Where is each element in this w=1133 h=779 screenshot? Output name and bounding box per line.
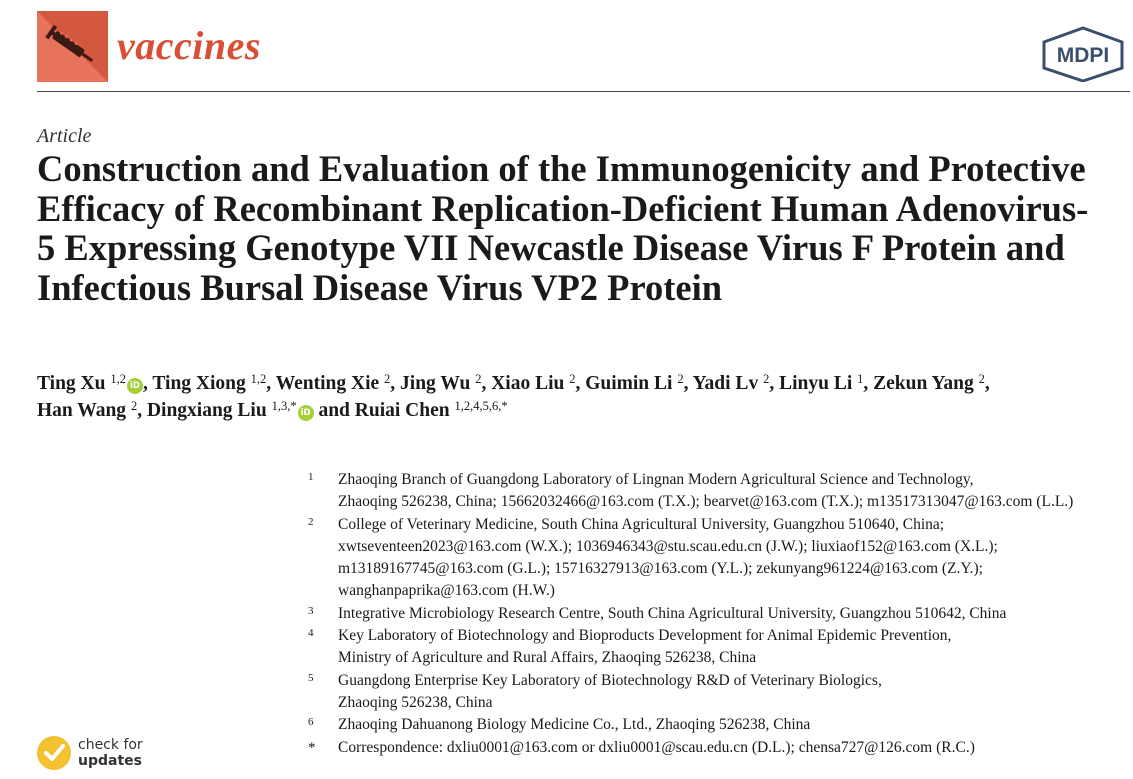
article-type: Article <box>37 125 92 147</box>
author-affiliation: 1,3,* <box>271 399 297 413</box>
affiliation-line: Zhaoqing 526238, China; 15662032466@163.com (T.X.); bearvet@163.com (T.X.); m13517313047@163.com (L.L.) <box>338 493 1074 511</box>
header-divider <box>37 91 1130 92</box>
affiliation-line: m13189167745@163.com (G.L.); 15716327913@163.com (Y.L.); zekunyang961224@163.com (Z.Y.); <box>338 560 983 578</box>
affiliation-number: 4 <box>308 627 314 640</box>
affiliation-line: Zhaoqing 526238, China <box>338 693 493 711</box>
author-name[interactable]: Jing Wu <box>400 373 476 394</box>
author-name[interactable]: Ting Xu <box>37 373 111 394</box>
syringe-icon <box>37 11 108 82</box>
mdpi-logo-text: MDPI <box>1056 44 1110 67</box>
affiliations <box>308 469 1133 759</box>
affiliation-line: wanghanpaprika@163.com (H.W.) <box>338 582 555 600</box>
author-separator: , <box>769 373 780 394</box>
orcid-icon[interactable]: iD <box>127 378 143 394</box>
author-affiliation: 2 <box>384 372 391 386</box>
affiliation-item <box>308 737 1133 759</box>
author-name[interactable]: Zekun Yang <box>873 373 979 394</box>
check-icon <box>37 736 71 770</box>
affiliation-item <box>308 670 1133 715</box>
author-affiliation: 2 <box>569 372 576 386</box>
author-affiliation: 1,2,4,5,6,* <box>454 399 508 413</box>
author-name[interactable]: Guimin Li <box>585 373 678 394</box>
author-affiliation: 1 <box>857 372 864 386</box>
author-separator: , <box>863 373 874 394</box>
author-name[interactable]: Ruiai Chen <box>354 400 455 421</box>
affiliation-item <box>308 514 1133 603</box>
affiliation-line: College of Veterinary Medicine, South China Agricultural University, Guangzhou 510640, China; <box>338 515 945 533</box>
affiliation-line: Guangdong Enterprise Key Laboratory of Biotechnology R&D of Veterinary Biologics, <box>338 671 882 689</box>
affiliation-number: 2 <box>308 515 314 528</box>
author-separator: , <box>683 373 693 394</box>
affiliation-line: Ministry of Agriculture and Rural Affairs, Zhaoqing 526238, China <box>338 649 757 667</box>
mdpi-logo[interactable] <box>1040 26 1126 82</box>
affiliation-number: 1 <box>308 471 314 483</box>
check-label: check for <box>78 737 143 753</box>
author-separator: , <box>142 373 153 394</box>
affiliation-line: Integrative Microbiology Research Centre, South China Agricultural University, Guangzhou 510642, China <box>338 604 1007 622</box>
affiliation-number: 5 <box>308 671 314 684</box>
article-title: Construction and Evaluation of the Immunogenicity and Protective Efficacy of Recombinant Replication-Deficient Human Adenovirus-5 Expressing Genotype VII Newcastle Disease Virus F Protein and Infectious Bursal Disease Virus VP2 Protein <box>37 148 1089 308</box>
author-affiliation: 2 <box>677 372 684 386</box>
check-for-updates-badge[interactable] <box>37 733 152 773</box>
affiliation-number: 3 <box>308 604 314 617</box>
author-separator: , <box>390 373 401 394</box>
affiliation-line: Zhaoqing Dahuanong Biology Medicine Co., Ltd., Zhaoqing 526238, China <box>338 716 811 734</box>
affiliation-item <box>308 469 1133 514</box>
author-separator: and <box>313 400 355 421</box>
author-name[interactable]: Han Wang <box>37 400 131 421</box>
author-list <box>37 370 1127 424</box>
author-separator: , <box>575 373 586 394</box>
affiliation-number: 6 <box>308 716 314 729</box>
author-affiliation: 1,2 <box>250 372 267 386</box>
author-name[interactable]: Wenting Xie <box>275 373 385 394</box>
author-affiliation: 2 <box>763 372 770 386</box>
affiliation-item <box>308 603 1133 625</box>
author-name[interactable]: Yadi Lv <box>692 373 764 394</box>
updates-label: updates <box>78 753 142 769</box>
orcid-icon[interactable]: iD <box>298 405 314 421</box>
author-affiliation: 2 <box>978 372 985 386</box>
author-separator: , <box>137 400 147 421</box>
author-name[interactable]: Dingxiang Liu <box>146 400 272 421</box>
author-separator: , <box>266 373 276 394</box>
journal-name[interactable]: vaccines <box>117 23 261 68</box>
author-name[interactable]: Linyu Li <box>779 373 858 394</box>
affiliation-item <box>308 714 1133 736</box>
journal-logo <box>37 11 108 82</box>
affiliation-line: Correspondence: dxliu0001@163.com or dxliu0001@scau.edu.cn (D.L.); chensa727@126.com (R.C.) <box>338 738 975 756</box>
affiliation-line: xwtseventeen2023@163.com (W.X.); 1036946343@stu.scau.edu.cn (J.W.); liuxiaof152@163.com (X.L.); <box>338 537 998 555</box>
author-affiliation: 2 <box>130 399 138 413</box>
affiliation-item <box>308 625 1133 670</box>
affiliation-line: Key Laboratory of Biotechnology and Bioproducts Development for Animal Epidemic Prevention, <box>338 627 952 645</box>
author-name[interactable]: Ting Xiong <box>152 373 251 394</box>
author-affiliation: 1,2 <box>110 372 126 386</box>
affiliation-number: * <box>308 739 316 756</box>
author-name[interactable]: Xiao Liu <box>491 373 570 394</box>
author-separator: , <box>481 373 492 394</box>
author-affiliation: 2 <box>475 372 482 386</box>
author-separator: , <box>984 373 990 394</box>
affiliation-line: Zhaoqing Branch of Guangdong Laboratory of Lingnan Modern Agricultural Science and Technology, <box>338 471 974 488</box>
